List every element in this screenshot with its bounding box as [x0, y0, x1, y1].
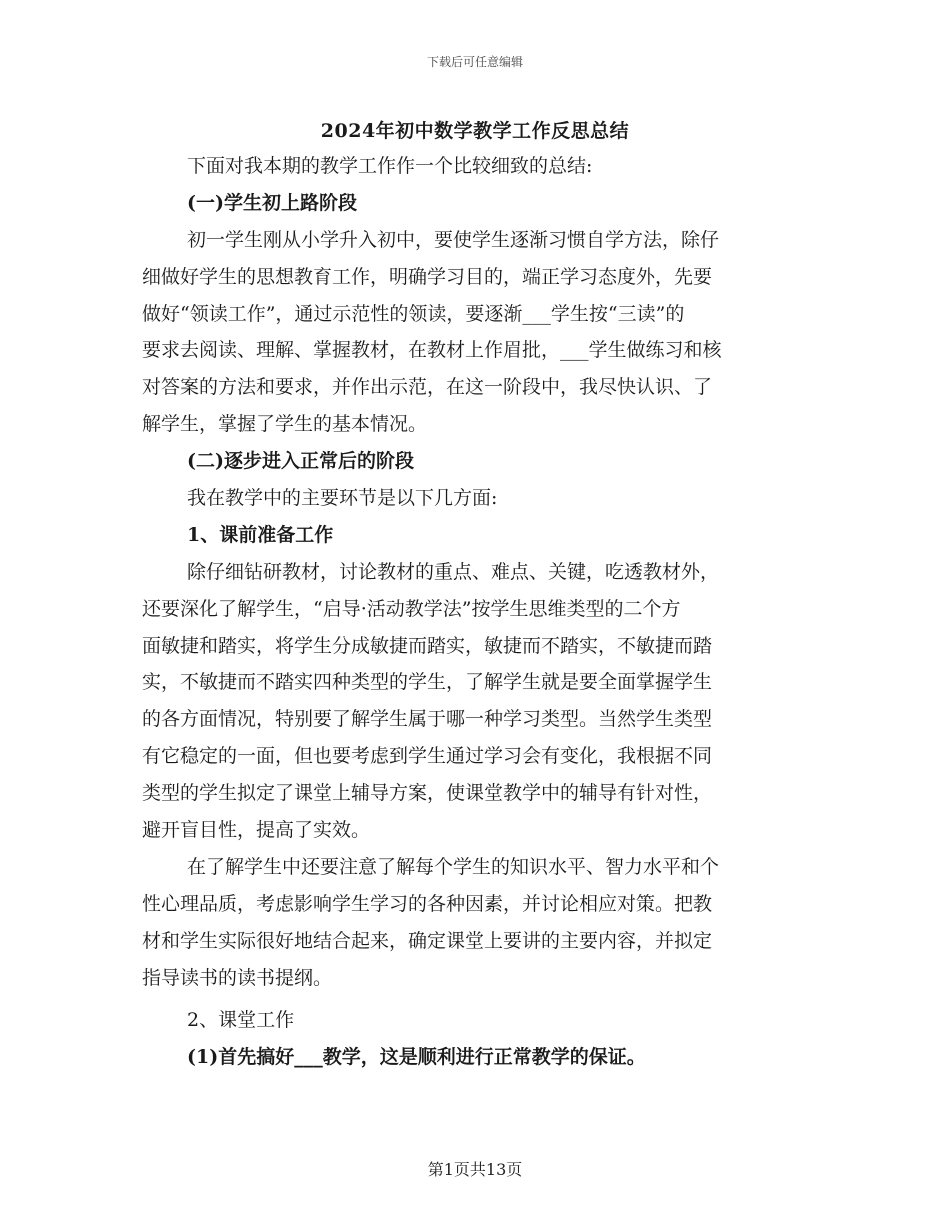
paragraph-line: 类型的学生拟定了课堂上辅导方案，使课堂教学中的辅导有针对性，: [142, 782, 713, 805]
paragraph-line: 初一学生刚从小学升入初中，要使学生逐渐习惯自学方法，除仔: [187, 228, 720, 251]
section-heading-1: (一)学生初上路阶段: [187, 191, 357, 214]
page-header: 下载后可任意编辑: [426, 55, 523, 69]
paragraph-line: 细做好学生的思想教育工作，明确学习目的，端正学习态度外，先要: [142, 265, 713, 288]
paragraph-line: 还要深化了解学生，“启导·活动教学法”按学生思维类型的二个方: [142, 597, 681, 620]
subsection-heading-2: 2、课堂工作: [187, 1009, 295, 1032]
paragraph-line: 除仔细钻研教材，讨论教材的重点、难点、关键，吃透教材外，: [187, 560, 720, 583]
paragraph-line: (1)首先搞好___教学，这是顺利进行正常教学的保证。: [187, 1046, 646, 1069]
section-heading-2: (二)逐步进入正常后的阶段: [187, 450, 414, 473]
page-footer: 第1页共13页: [427, 1160, 523, 1179]
paragraph-line: 的各方面情况，特别要了解学生属于哪一种学习类型。当然学生类型: [142, 708, 713, 731]
paragraph-line: 材和学生实际很好地结合起来，确定课堂上要讲的主要内容，并拟定: [142, 929, 713, 952]
paragraph-line: 性心理品质，考虑影响学生学习的各种因素，并讨论相应对策。把教: [142, 892, 713, 915]
paragraph-line: 面敏捷和踏实，将学生分成敏捷而踏实，敏捷而不踏实，不敏捷而踏: [142, 634, 713, 657]
intro-line: 下面对我本期的教学工作作一个比较细致的总结:: [187, 155, 593, 177]
paragraph-line: 指导读书的读书提纲。: [142, 966, 333, 989]
paragraph-line: 实，不敏捷而不踏实四种类型的学生，了解学生就是要全面掌握学生: [142, 671, 713, 694]
paragraph-line: 有它稳定的一面，但也要考虑到学生通过学习会有变化，我根据不同: [142, 745, 713, 768]
paragraph-line: 对答案的方法和要求，并作出示范，在这一阶段中，我尽快认识、了: [142, 376, 713, 399]
paragraph-line: 做好“领读工作”，通过示范性的领读，要逐渐___学生按“三读”的: [142, 302, 685, 325]
subsection-heading-1: 1、课前准备工作: [187, 523, 334, 546]
paragraph-line: 解学生，掌握了学生的基本情况。: [142, 413, 428, 436]
document-title: 2024年初中数学教学工作反思总结: [320, 120, 630, 142]
paragraph-line: 在了解学生中还要注意了解每个学生的知识水平、智力水平和个: [187, 855, 720, 878]
paragraph-line: 避开盲目性，提高了实效。: [142, 819, 371, 842]
document-body: [142, 148, 804, 1076]
paragraph-line: 要求去阅读、理解、掌握教材，在教材上作眉批，___学生做练习和核: [142, 339, 722, 362]
paragraph-line: 我在教学中的主要环节是以下几方面:: [187, 487, 498, 510]
